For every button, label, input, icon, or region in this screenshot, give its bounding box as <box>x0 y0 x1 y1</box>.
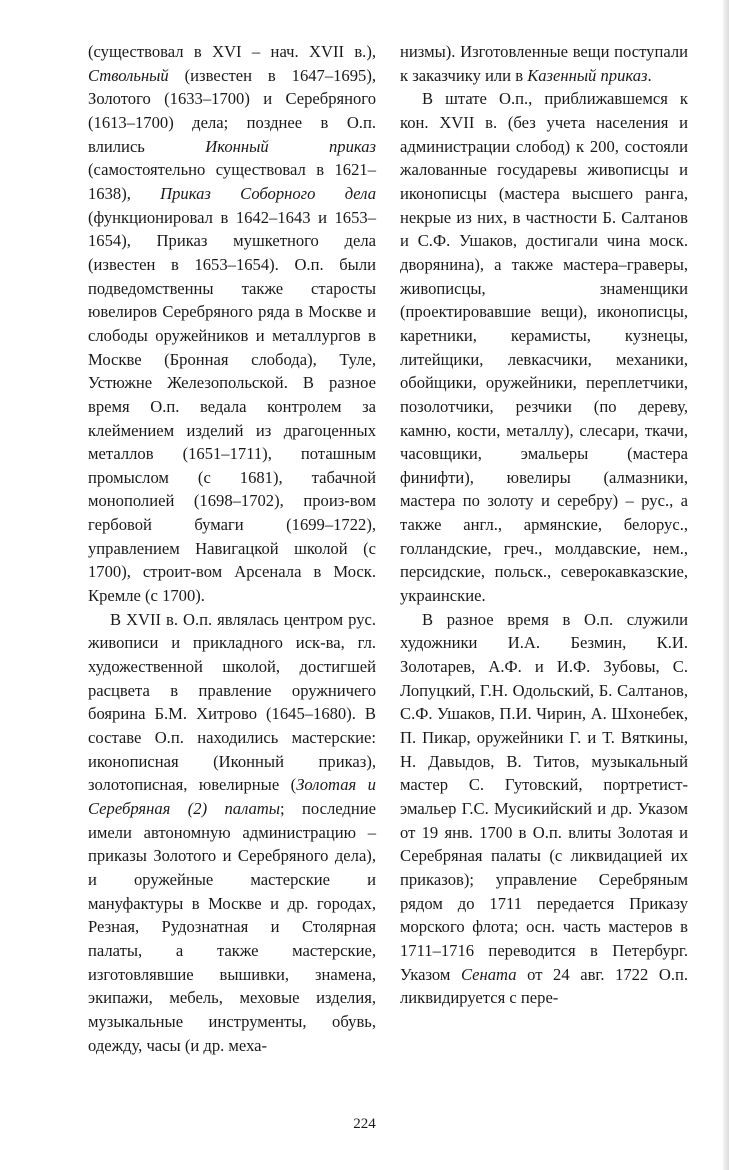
paragraph <box>400 40 688 87</box>
text-run: от 24 авг. 1722 О.п. ликвидируется с пере- <box>400 964 688 1008</box>
paragraph <box>88 608 376 1057</box>
paragraph <box>88 40 376 608</box>
text-run: В XVII в. О.п. являлась центром рус. живописи и прикладного иск-ва, гл. художественной школой, достигшей расцвета в правление оружничего боярина Б.М. Хитрово (1645–1680). В составе О.п. находились мастерские: иконописная (Иконный приказ), золотописная, ювелирные ( <box>88 609 376 795</box>
text-run: (самостоятельно существовал в 1621–1638), <box>88 160 376 203</box>
italic-term: Золотая и Серебряная (2) палаты <box>88 775 376 818</box>
text-run: (существовал в XVI – нач. XVII в.), <box>88 42 376 61</box>
text-run: В штате О.п., приближавшемся к кон. XVII в. (без учета населения и администрации слобод) к 200, состояли жалованные государевы живописцы и иконописцы (мастера высшего ранга, некрые из них, в частности Б. Салтанов и С.Ф. Ушаков, достигали чина моск. дворянина), а также мастера–граверы, живописцы, знаменщики (проектировавшие вещи), иконописцы, каретники, керамисты, кузнецы, литейщики, левкасчики, механики, обойщики, оружейники, переплетчики, позолотчики, резчики (по дереву, камню, кости, металлу), слесари, ткачи, часовщики, эмальеры (мастера финифти), ювелиры (алмазники, мастера по золоту и серебру) – рус., а также англ., армянские, белорус., голландские, греч., молдавские, нем., персидские, польск., северокавказские, украинские. <box>400 89 688 606</box>
text-run: низмы). Изготовленные вещи поступали к заказчику или в <box>400 42 688 85</box>
paragraph <box>400 87 688 607</box>
left-column <box>88 40 376 1057</box>
text-run: В разное время в О.п. служили художники И.А. Безмин, К.И. Золотарев, А.Ф. и И.Ф. Зубовы, С. Лопуцкий, Г.Н. Одольский, Б. Салтанов, С.Ф. Ушаков, П.И. Чирин, А. Шхонебек, П. Пикар, оружейники Г. и Т. Вяткины, Н. Давыдов, В. Титов, музыкальный мастер С. Гутовский, портретист-эмальер Г.С. Мусикийский и др. Указом от 19 янв. 1700 в О.п. влиты Золотая и Серебряная палаты (с ликвидацией их приказов); управление Серебряным рядом до 1711 передается Приказу морского флота; осн. часть мастеров в 1711–1716 переводится в Петербург. Указом <box>400 609 688 984</box>
paragraph <box>400 608 688 1010</box>
text-run: (функционировал в 1642–1643 и 1653–1654), Приказ мушкетного дела (известен в 1653–1654). О.п. были подведомственны также старосты ювелиров Серебряного ряда в Москве и слободы оружейников и металлургов в Москве (Бронная слобода), Туле, Устюжне Железопольской. В разное время О.п. ведала контролем за клеймением изделий из драгоценных металлов (1651–1711), поташным промыслом (с 1681), табачной монополией (1698–1702), произ-вом гербовой бумаги (1699–1722), управлением Навигацкой школой (с 1700), строит-вом Арсенала в Моск. Кремле (с 1700). <box>88 207 376 606</box>
italic-term: Приказ Соборного дела <box>160 183 376 203</box>
italic-term: Иконный приказ <box>205 136 376 156</box>
right-column <box>400 40 688 1010</box>
italic-term: Сената <box>460 964 517 984</box>
text-run: . <box>647 65 652 85</box>
text-run: ; последние имели автономную администрацию – приказы Золотого и Серебряного дела), и оружейные мастерские и мануфактуры в Москве и др. городах, Резная, Рудознатная и Столярная палаты, а также мастерские, изготовлявшие вышивки, знамена, экипажи, мебель, меховые изделия, музыкальные инструменты, обувь, одежду, часы (и др. меха- <box>88 799 376 1055</box>
page-edge-shadow <box>723 0 729 1170</box>
page-number: 224 <box>353 1116 376 1132</box>
italic-term: Казенный приказ <box>527 65 648 85</box>
text-run: (известен в 1647–1695), Золотого (1633–1700) и Серебряного (1613–1700) дела; позднее в О.п. влились <box>88 65 376 156</box>
italic-term: Ствольный <box>88 65 169 85</box>
